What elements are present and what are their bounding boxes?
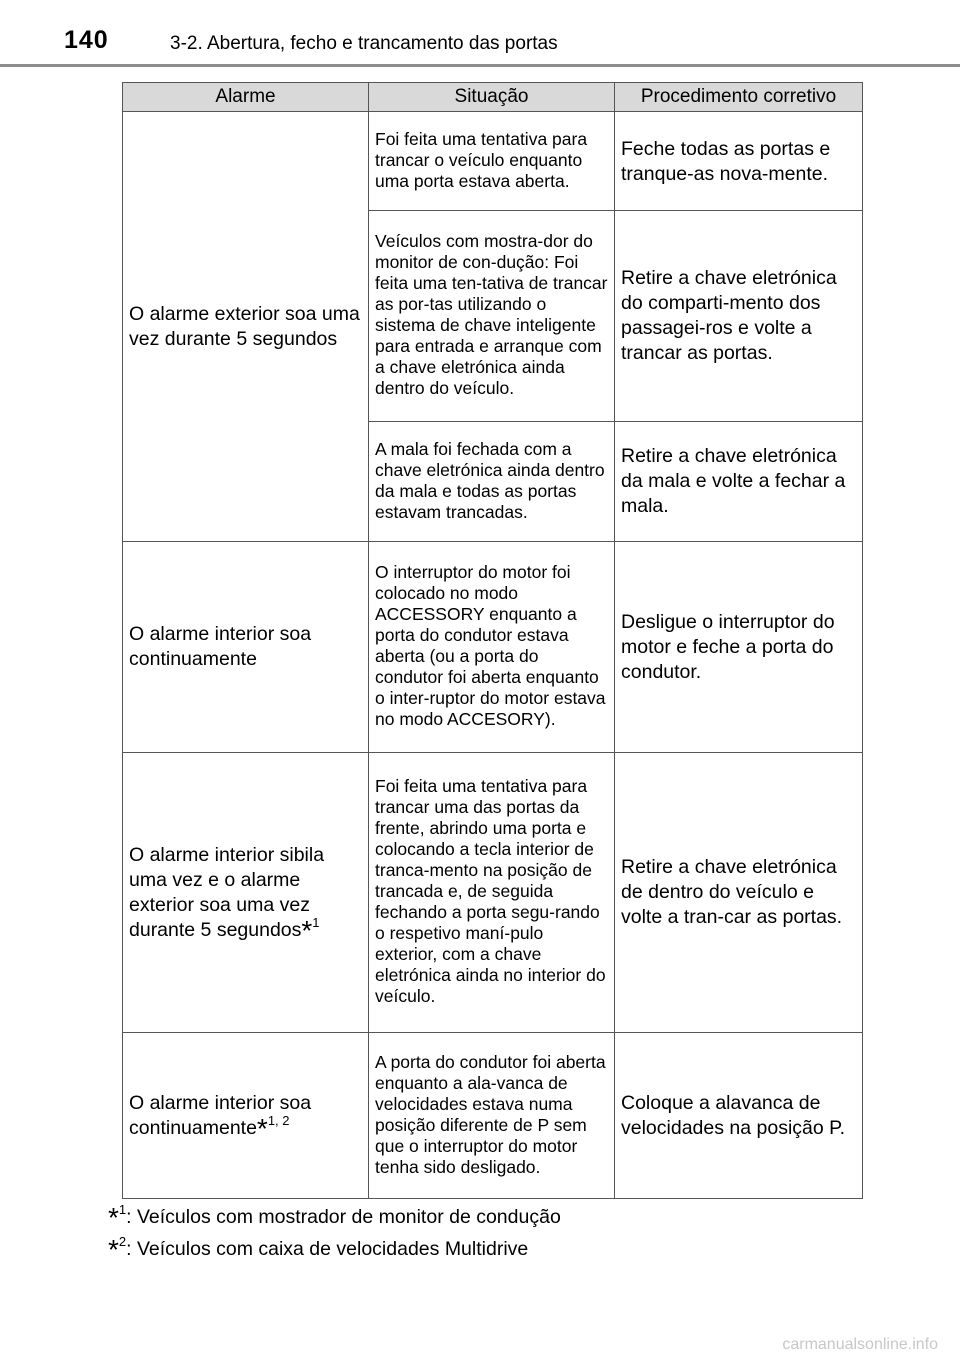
page-number: 140 (64, 26, 109, 54)
footnote-ref: 1, 2 (267, 1112, 290, 1128)
footnote (108, 1234, 561, 1265)
procedure-cell: Coloque a alavanca de velocidades na posição P. (615, 1033, 863, 1199)
section-title: 3-2. Abertura, fecho e trancamento das portas (170, 33, 558, 54)
alarm-text: O alarme interior sibila uma vez e o alarme exterior soa uma vez durante 5 segundos (129, 843, 325, 941)
situation-cell: Foi feita uma tentativa para trancar uma das portas da frente, abrindo uma porta e colocando a tecla interior de tranca-mento na posição de trancada e, de seguida fechando a porta segu-rando o respetivo maní-pulo exterior, com a chave eletrónica ainda no interior do veículo. (369, 753, 615, 1033)
table-header-row (123, 83, 863, 112)
alarm-text: O alarme interior soa continuamente (129, 1091, 312, 1139)
footnote (108, 1202, 561, 1233)
procedure-cell: Retire a chave eletrónica de dentro do veículo e volte a tran-car as portas. (615, 753, 863, 1033)
procedure-cell: Feche todas as portas e tranque-as nova-mente. (615, 112, 863, 211)
situation-cell: Veículos com mostra-dor do monitor de con-dução: Foi feita uma ten-tativa de trancar as por-tas utilizando o sistema de chave inteligente para entrada e arranque com a chave eletrónica ainda dentro do veículo. (369, 211, 615, 422)
alarm-cell (123, 1033, 369, 1199)
alarm-cell (123, 753, 369, 1033)
alarm-table (122, 82, 863, 1199)
table-row (123, 1033, 863, 1199)
situation-cell: A mala foi fechada com a chave eletrónica ainda dentro da mala e todas as portas estavam trancadas. (369, 422, 615, 542)
footnote-asterisk: * (256, 1112, 268, 1144)
procedure-cell: Retire a chave eletrónica do comparti-mento dos passagei-ros e volte a trancar as portas. (615, 211, 863, 422)
procedure-cell: Desligue o interruptor do motor e feche a porta do condutor. (615, 542, 863, 753)
table-row (123, 112, 863, 211)
table-row (123, 542, 863, 753)
alarm-cell: O alarme exterior soa uma vez durante 5 segundos (123, 112, 369, 542)
table-row (123, 753, 863, 1033)
situation-cell: A porta do condutor foi aberta enquanto a ala-vanca de velocidades estava numa posição diferente de P sem que o interruptor do motor tenha sido desligado. (369, 1033, 615, 1199)
footnote-asterisk: * (108, 1202, 119, 1233)
column-header-procedure: Procedimento corretivo (615, 83, 863, 112)
alarm-cell: O alarme interior soa continuamente (123, 542, 369, 753)
situation-cell: O interruptor do motor foi colocado no modo ACCESSORY enquanto a porta do condutor estava aberta (ou a porta do condutor foi aberta enquanto o inter-ruptor do motor estava no modo ACCESORY). (369, 542, 615, 753)
footnote-text: : Veículos com mostrador de monitor de condução (126, 1206, 561, 1228)
watermark: carmanualsonline.info (782, 1336, 938, 1353)
footnotes (108, 1202, 561, 1270)
footnote-text: : Veículos com caixa de velocidades Multidrive (126, 1238, 529, 1260)
column-header-alarm: Alarme (123, 83, 369, 112)
column-header-situation: Situação (369, 83, 615, 112)
procedure-cell: Retire a chave eletrónica da mala e volte a fechar a mala. (615, 422, 863, 542)
footnote-ref: 1 (312, 914, 320, 930)
footnote-asterisk: * (108, 1234, 119, 1265)
footnote-asterisk: * (301, 914, 313, 946)
footnote-number: 2 (118, 1234, 127, 1249)
situation-cell: Foi feita uma tentativa para trancar o veículo enquanto uma porta estava aberta. (369, 112, 615, 211)
header-divider (0, 64, 960, 67)
footnote-number: 1 (118, 1202, 127, 1217)
